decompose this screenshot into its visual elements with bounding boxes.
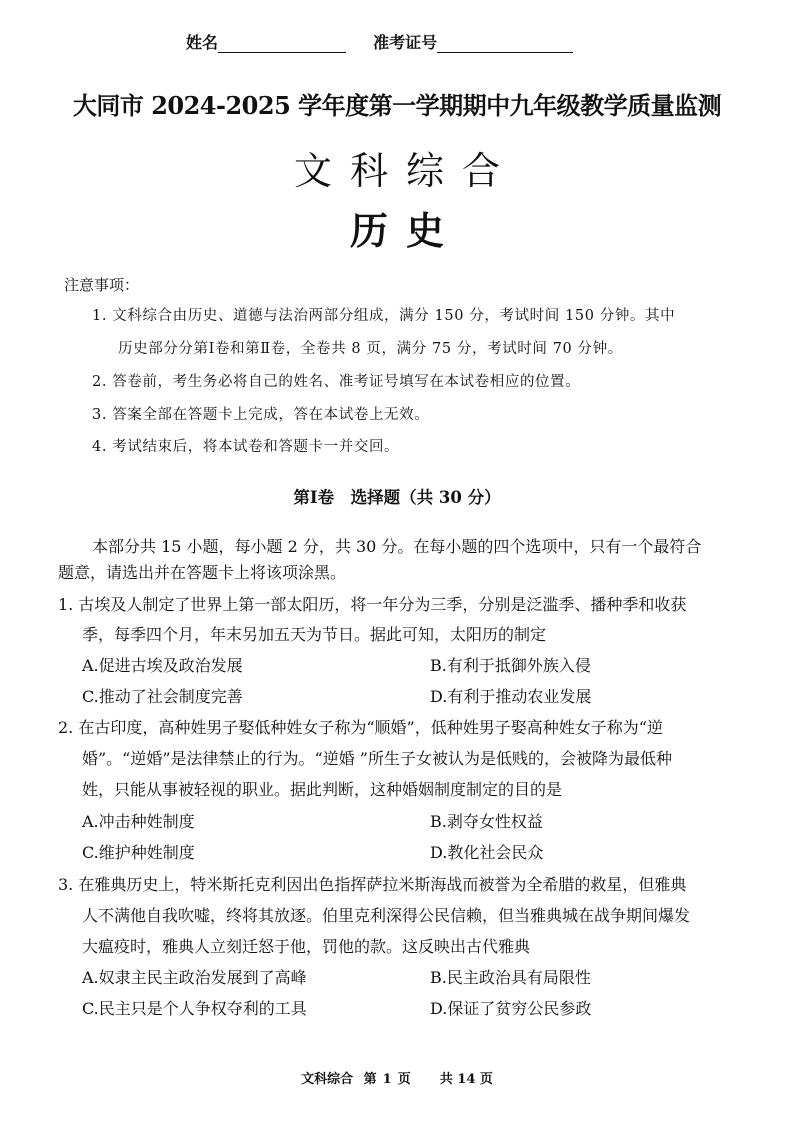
- question-text: 1. 古埃及人制定了世界上第一部太阳历，将一年分为三季，分别是泛滥季、播种季和收获: [58, 595, 687, 614]
- footer-page-prefix: 第: [363, 1072, 377, 1087]
- name-blank: [218, 34, 346, 53]
- exam-id-label: 准考证号: [373, 33, 438, 52]
- option-c: C.推动了社会制度完善: [82, 687, 243, 706]
- option-d: D.有利于推动农业发展: [430, 687, 592, 706]
- notice-item: 历史部分分第Ⅰ卷和第Ⅱ卷，全卷共 8 页，满分 75 分，考试时间 70 分钟。: [118, 341, 623, 357]
- option-d: D.保证了贫穷公民参政: [430, 999, 592, 1018]
- question-text: 人不满他自我吹嘘，终将其放逐。伯里克利深得公民信赖，但当雅典城在战争期间爆发: [82, 906, 691, 925]
- main-title: 文科综合: [293, 149, 518, 193]
- question-text: 婚”。“逆婚”是法律禁止的行为。“逆婚 ”所生子女被认为是低贱的，会被降为最低种: [82, 749, 672, 768]
- notice-item: 4. 考试结束后，将本试卷和答题卡一并交回。: [92, 439, 400, 455]
- section-heading: 第Ⅰ卷 选择题（共 30 分）: [293, 488, 501, 507]
- section-intro: 本部分共 15 小题，每小题 2 分，共 30 分。在每小题的四个选项中，只有一个最符合: [92, 537, 702, 556]
- option-b: B.有利于抵御外族入侵: [430, 656, 591, 675]
- footer-subject: 文科综合: [301, 1072, 354, 1087]
- option-a: A.促进古埃及政治发展: [82, 656, 243, 675]
- option-c: C.民主只是个人争权夺利的工具: [82, 999, 307, 1018]
- footer-total-pages: 共 14 页: [439, 1072, 493, 1087]
- notice-item: 1. 文科综合由历史、道德与法治两部分组成，满分 150 分，考试时间 150 分钟。其中: [92, 308, 676, 324]
- option-c: C.维护种姓制度: [82, 843, 195, 862]
- exam-title: 大同市 2024-2025 学年度第一学期期中九年级教学质量监测: [72, 91, 722, 120]
- option-a: A.冲击种姓制度: [82, 812, 195, 831]
- question-text: 季，每季四个月，年末另加五天为节日。据此可知，太阳历的制定: [82, 625, 547, 644]
- question-text: 3. 在雅典历史上，特米斯托克利因出色指挥萨拉米斯海战而被誉为全希腊的救星，但雅典: [58, 875, 687, 894]
- exam-id-blank: [437, 34, 573, 53]
- option-d: D.教化社会民众: [430, 843, 544, 862]
- option-a: A.奴隶主民主政治发展到了高峰: [82, 968, 307, 987]
- notice-item: 3. 答案全部在答题卡上完成，答在本试卷上无效。: [92, 407, 430, 423]
- page-footer: [0, 1068, 794, 1087]
- notice-heading: 注意事项：: [64, 276, 140, 294]
- footer-page-number: 1: [382, 1072, 392, 1087]
- notice-item: 2. 答卷前，考生务必将自己的姓名、准考证号填写在本试卷相应的位置。: [92, 374, 581, 390]
- name-label: 姓名: [186, 33, 219, 52]
- sub-title: 历史: [349, 209, 462, 253]
- question-text: 姓，只能从事被轻视的职业。据此判断，这种婚姻制度制定的目的是: [82, 780, 563, 799]
- question-text: 2. 在古印度，高种姓男子娶低种姓女子称为“顺婚”，低种姓男子娶高种姓女子称为“逆: [58, 718, 663, 737]
- candidate-info-row: [186, 30, 573, 53]
- question-text: 大瘟疫时，雅典人立刻迁怒于他，罚他的款。这反映出古代雅典: [82, 937, 531, 956]
- section-intro: 题意，请选出并在答题卡上将该项涂黑。: [58, 563, 347, 582]
- option-b: B.民主政治具有局限性: [430, 968, 591, 987]
- footer-page-unit: 页: [397, 1072, 411, 1087]
- option-b: B.剥夺女性权益: [430, 812, 543, 831]
